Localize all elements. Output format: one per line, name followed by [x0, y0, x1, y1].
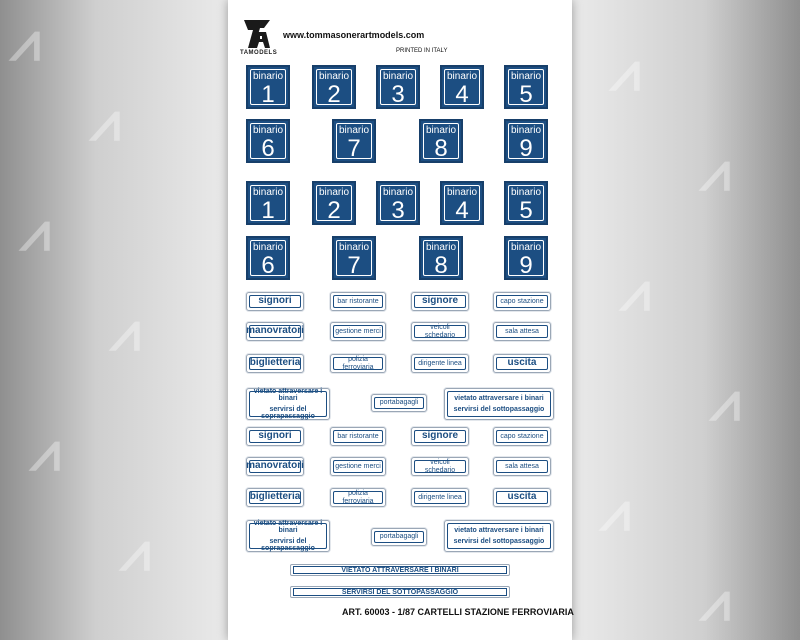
logo-wordmark: TAMODELS: [240, 50, 278, 56]
platform-sign: binario 5: [504, 65, 548, 109]
station-sign: dirigente linea: [411, 354, 469, 373]
watermark-logo-icon: ⩘: [610, 40, 641, 103]
station-sign: uscita: [493, 488, 551, 507]
banner-sign: SERVIRSI DEL SOTTOPASSAGGIO: [290, 586, 510, 598]
platform-sign: binario 7: [332, 119, 376, 163]
station-sign: manovratori: [246, 457, 304, 476]
platform-sign: binario 4: [440, 65, 484, 109]
watermark-logo-icon: ⩘: [110, 300, 141, 363]
watermark-logo-icon: ⩘: [620, 260, 651, 323]
platform-sign: binario 8: [419, 236, 463, 280]
platform-sign: binario 1: [246, 65, 290, 109]
platform-sign: binario 2: [312, 181, 356, 225]
no-crossing-sign: vietato attraversare i binari servirsi del sottopassaggio: [444, 520, 554, 552]
watermark-logo-icon: ⩘: [20, 200, 51, 263]
platform-sign: binario 5: [504, 181, 548, 225]
printed-in-label: PRINTED IN ITALY: [396, 48, 448, 54]
platform-sign: binario 7: [332, 236, 376, 280]
platform-sign: binario 3: [376, 65, 420, 109]
station-sign: capo stazione: [493, 292, 551, 311]
platform-sign: binario 1: [246, 181, 290, 225]
platform-sign: binario 8: [419, 119, 463, 163]
station-sign: gestione merci: [330, 457, 386, 476]
no-crossing-sign: vietato attraversare i binari servirsi del sottopassaggio: [444, 388, 554, 420]
station-sign: portabagagli: [371, 528, 427, 546]
station-sign: manovratori: [246, 322, 304, 341]
website-url: www.tommasonerartmodels.com: [283, 30, 425, 40]
station-sign: veicoli schedario: [411, 322, 469, 341]
watermark-logo-icon: ⩘: [700, 140, 731, 203]
decal-sheet: [228, 0, 572, 640]
watermark-logo-icon: ⩘: [90, 90, 121, 153]
watermark-logo-icon: ⩘: [600, 480, 631, 543]
station-sign: gestione merci: [330, 322, 386, 341]
station-sign: uscita: [493, 354, 551, 373]
platform-sign: binario 2: [312, 65, 356, 109]
station-sign: bar ristorante: [330, 427, 386, 446]
station-sign: bar ristorante: [330, 292, 386, 311]
article-caption: ART. 60003 - 1/87 CARTELLI STAZIONE FERROVIARIA: [342, 607, 574, 617]
watermark-logo-icon: ⩘: [700, 570, 731, 633]
station-sign: signori: [246, 292, 304, 311]
station-sign: sala attesa: [493, 457, 551, 476]
station-sign: sala attesa: [493, 322, 551, 341]
station-sign: portabagagli: [371, 394, 427, 412]
platform-sign: binario 9: [504, 236, 548, 280]
platform-sign: binario 4: [440, 181, 484, 225]
platform-sign: binario 3: [376, 181, 420, 225]
watermark-logo-icon: ⩘: [120, 520, 151, 583]
ta-logo-icon: [242, 16, 272, 52]
station-sign: biglietteria: [246, 354, 304, 373]
no-crossing-sign: vietato attraversare i binari servirsi del soprapassaggio: [246, 520, 330, 552]
station-sign: signore: [411, 427, 469, 446]
station-sign: signori: [246, 427, 304, 446]
platform-sign: binario 6: [246, 119, 290, 163]
station-sign: signore: [411, 292, 469, 311]
station-sign: biglietteria: [246, 488, 304, 507]
platform-sign: binario 6: [246, 236, 290, 280]
station-sign: capo stazione: [493, 427, 551, 446]
station-sign: dirigente linea: [411, 488, 469, 507]
no-crossing-sign: vietato attraversare i binari servirsi del soprapassaggio: [246, 388, 330, 420]
station-sign: polizia ferroviaria: [330, 488, 386, 507]
watermark-logo-icon: ⩘: [30, 420, 61, 483]
platform-sign: binario 9: [504, 119, 548, 163]
station-sign: polizia ferroviaria: [330, 354, 386, 373]
watermark-logo-icon: ⩘: [710, 370, 741, 433]
watermark-logo-icon: ⩘: [10, 10, 41, 73]
banner-sign: VIETATO ATTRAVERSARE I BINARI: [290, 564, 510, 576]
station-sign: veicoli schedario: [411, 457, 469, 476]
